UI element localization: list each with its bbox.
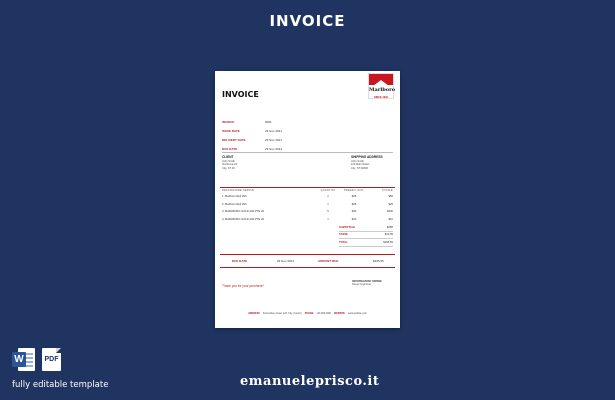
- meta-label: DUE DATE: [222, 146, 238, 151]
- item-qty: 1: [327, 202, 329, 206]
- client-heading: CLIENT: [222, 155, 234, 159]
- client-block: [222, 155, 292, 170]
- shipping-line: 123 Main Street: [351, 163, 370, 167]
- invoice-title: INVOICE: [222, 90, 259, 99]
- word-file-icon: [12, 348, 36, 372]
- meta-label: DELIVERY DATE: [222, 137, 246, 142]
- client-line: City, ST 00: [222, 166, 235, 170]
- due-date-label: DUE DATE: [232, 259, 248, 263]
- item-price: $10: [351, 217, 357, 221]
- format-badges: [12, 348, 62, 372]
- item-desc: 1. Marlboro Red 20S: [222, 195, 247, 199]
- logo-brand-text: Marlboro: [369, 87, 396, 93]
- totals-row: [339, 239, 393, 247]
- amount-due-value: $295.65: [373, 259, 384, 263]
- item-qty: 1: [327, 217, 329, 221]
- divider: [222, 152, 393, 153]
- meta-value: 0001: [265, 119, 272, 124]
- invoice-footer: [215, 312, 400, 315]
- item-price: $40: [351, 210, 357, 214]
- pdf-file-icon: [42, 348, 62, 372]
- shipping-line: John Smith: [351, 160, 364, 163]
- totals-label: TASSE: [339, 233, 348, 237]
- item-qty: 5: [327, 210, 329, 214]
- item-desc: 2. Marlboro Red 20S: [222, 202, 247, 206]
- table-row: [222, 193, 393, 201]
- footer-address-label: ADDRESS: [248, 312, 260, 315]
- logo-chevron-icon: [373, 80, 389, 86]
- totals-value: $285: [387, 225, 393, 229]
- shipping-heading: SHIPPING ADDRESS: [351, 155, 383, 159]
- signature-heading: INFORMAZIONI ORDINE: [352, 280, 382, 283]
- footer-phone-value: +00 000 0000: [316, 312, 332, 315]
- footer-web-value: www.website.com: [347, 312, 367, 315]
- item-desc: 4. MARLBORO GOLD 20S PTE 20: [222, 217, 264, 221]
- totals-row: [339, 232, 393, 240]
- item-total: $200: [387, 210, 393, 214]
- logo-sub-text: SINCE 1902: [374, 96, 388, 99]
- totals-label: TOTAL: [339, 240, 348, 244]
- signature-block: [352, 280, 382, 287]
- header-total: TOTALE: [381, 189, 393, 192]
- client-line: John Smith: [222, 160, 235, 163]
- header-price: PREZZO UNIT.: [343, 189, 365, 192]
- meta-label: INVOICE: [222, 119, 235, 124]
- totals-value: $295.65: [383, 240, 393, 244]
- footer-web-label: WEBSITE: [334, 312, 345, 315]
- table-row: [222, 216, 393, 224]
- brand-logo: [368, 73, 394, 99]
- table-row: [222, 208, 393, 216]
- header-desc: DESCRIZIONE SERVIZI: [222, 189, 255, 192]
- meta-value: 29 Nov 2021: [265, 128, 283, 133]
- shipping-line: City, ST 00000: [351, 166, 368, 170]
- item-desc: 3. MARLBORO GOLD 20S PTE 20: [222, 210, 264, 214]
- summary-bottom-rule: [220, 267, 395, 268]
- totals-label: SUBTOTALE: [339, 225, 356, 229]
- client-line: Via Roma 23: [222, 163, 237, 167]
- item-price: $25: [351, 195, 357, 199]
- pdf-fold-shape: [56, 348, 61, 353]
- meta-label: ISSUE DATE: [222, 128, 240, 133]
- meta-row: [222, 126, 302, 135]
- meta-row: [222, 117, 302, 126]
- item-qty: 2: [327, 195, 329, 199]
- totals-row: [339, 224, 393, 232]
- table-row: [222, 201, 393, 209]
- footer-address-value: Somewhere street 123, City, Country: [262, 312, 302, 315]
- website-url: emanueleprisco.it: [240, 374, 380, 389]
- thank-you-note: Thank you for your purchase!: [222, 284, 264, 288]
- word-badge-letter: W: [12, 352, 26, 367]
- totals-block: [339, 224, 393, 247]
- item-total: $25: [388, 202, 393, 206]
- meta-row: [222, 135, 302, 144]
- item-total: $10: [388, 217, 393, 221]
- editable-caption: fully editable template: [12, 380, 109, 390]
- page-title: INVOICE: [269, 12, 346, 30]
- invoice-sheet: [215, 71, 400, 328]
- footer-phone-label: PHONE: [304, 312, 314, 315]
- meta-value: 29 Nov 2021: [265, 137, 283, 142]
- due-date-value: 29 Nov 2021: [277, 259, 295, 263]
- items-table: [222, 188, 393, 223]
- pdf-badge-text: PDF: [44, 356, 59, 363]
- item-total: $50: [388, 195, 393, 199]
- meta-value: 29 Nov 2021: [265, 146, 283, 151]
- signature-name: Nome Cognome: [352, 283, 371, 287]
- shipping-block: [351, 155, 396, 170]
- header-qty: QUANTITÀ: [320, 189, 336, 192]
- amount-due-label: AMOUNT DUE: [318, 259, 339, 263]
- item-price: $25: [351, 202, 357, 206]
- summary-bar: [220, 255, 395, 267]
- totals-value: $10.65: [384, 233, 393, 237]
- invoice-meta: [222, 117, 302, 153]
